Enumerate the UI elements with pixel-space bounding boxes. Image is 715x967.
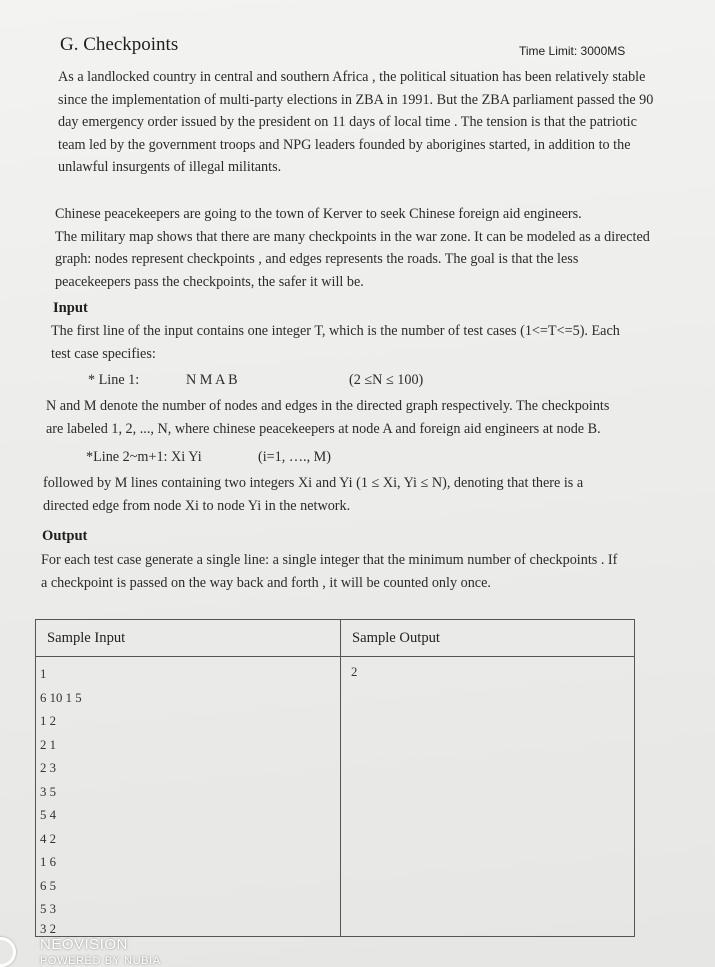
story-line: Chinese peacekeepers are going to the town of Kerver to seek Chinese foreign aid engineers. (55, 206, 582, 222)
intro-line: day emergency order issued by the president on 11 days of local time . The tension is that the patriotic (58, 114, 637, 131)
watermark-brand: NEOVISION (40, 936, 128, 953)
line1-vars: N M A B (186, 372, 238, 388)
sample-input-row: 4 2 (40, 831, 56, 846)
edges-desc-line: followed by M lines containing two integers Xi and Yi (1 ≤ Xi, Yi ≤ N), denoting that there is a (43, 475, 584, 491)
sample-input-row: 3 2 (40, 921, 56, 936)
sample-input-cell (36, 657, 341, 937)
watermark-logo-icon (0, 937, 16, 967)
watermark-powered-by: POWERED BY NUBIA (40, 955, 161, 967)
sample-input-row: 1 2 (40, 714, 56, 728)
input-desc-line: The first line of the input contains one integer T, which is the number of test cases (1<=T<=5). Each (51, 323, 620, 339)
input-description (51, 320, 620, 365)
sample-output-row: 2 (351, 665, 358, 679)
story-line: The military map shows that there are many checkpoints in the war zone. It can be modeled as a directed (55, 228, 650, 245)
nm-desc-line: N and M denote the number of nodes and edges in the directed graph respectively. The checkpoints (46, 398, 610, 414)
intro-line: team led by the government troops and NPG leaders founded by aborigines started, in addition to the (58, 136, 631, 153)
line1-constraint: (2 ≤N ≤ 100) (349, 372, 424, 388)
intro-line: As a landlocked country in central and southern Africa , the political situation has been relatively stable (58, 69, 646, 85)
input-heading: Input (53, 300, 88, 316)
line1-label: * Line 1: (88, 372, 140, 388)
output-desc-line: For each test case generate a single line: a single integer that the minimum number of checkpoints . If (41, 552, 618, 568)
story-paragraph (55, 203, 650, 293)
camera-watermark (0, 930, 220, 967)
problem-title: G. Checkpoints (60, 34, 179, 55)
story-line: peacekeepers pass the checkpoints, the safer it will be. (55, 273, 364, 290)
time-limit: Time Limit: 3000MS (519, 44, 626, 58)
sample-output-cell (341, 657, 635, 937)
sample-table (35, 619, 635, 937)
edges-desc-line: directed edge from node Xi to node Yi in the network. (43, 497, 351, 514)
story-line: graph: nodes represent checkpoints , and edges represents the roads. The goal is that the less (55, 251, 579, 268)
sample-input-row: 1 (40, 667, 47, 681)
sample-input-header-label: Sample Input (47, 630, 126, 646)
sample-input-row: 1 6 (40, 855, 56, 869)
intro-line: since the implementation of multi-party elections in ZBA in 1991. But the ZBA parliament passed the 90 (58, 91, 654, 108)
nm-description (46, 395, 609, 440)
line2-range: (i=1, …., M) (258, 449, 332, 465)
sample-input-row: 5 4 (40, 808, 56, 822)
sample-output-header (341, 620, 635, 657)
output-desc-line: a checkpoint is passed on the way back and forth , it will be counted only once. (41, 574, 491, 591)
intro-paragraph (58, 66, 653, 179)
sample-input-row: 5 3 (40, 902, 56, 916)
sample-input-row: 3 5 (40, 784, 56, 799)
nm-desc-line: are labeled 1, 2, ..., N, where chinese peacekeepers at node A and foreign aid engineers at node B. (46, 420, 601, 437)
output-heading: Output (42, 528, 88, 544)
output-description (41, 549, 617, 594)
sample-input-row: 2 3 (40, 761, 56, 775)
input-desc-line: test case specifies: (51, 345, 156, 362)
sample-input-header (36, 620, 341, 657)
sample-input-row: 2 1 (40, 737, 56, 752)
intro-line: unlawful insurgents of illegal militants. (58, 159, 282, 176)
line2-label: *Line 2~m+1: Xi Yi (86, 449, 202, 465)
edges-description (43, 472, 583, 517)
sample-input-row: 6 10 1 5 (40, 690, 82, 705)
sample-output-header-label: Sample Output (352, 630, 440, 646)
sample-input-row: 6 5 (40, 878, 56, 893)
